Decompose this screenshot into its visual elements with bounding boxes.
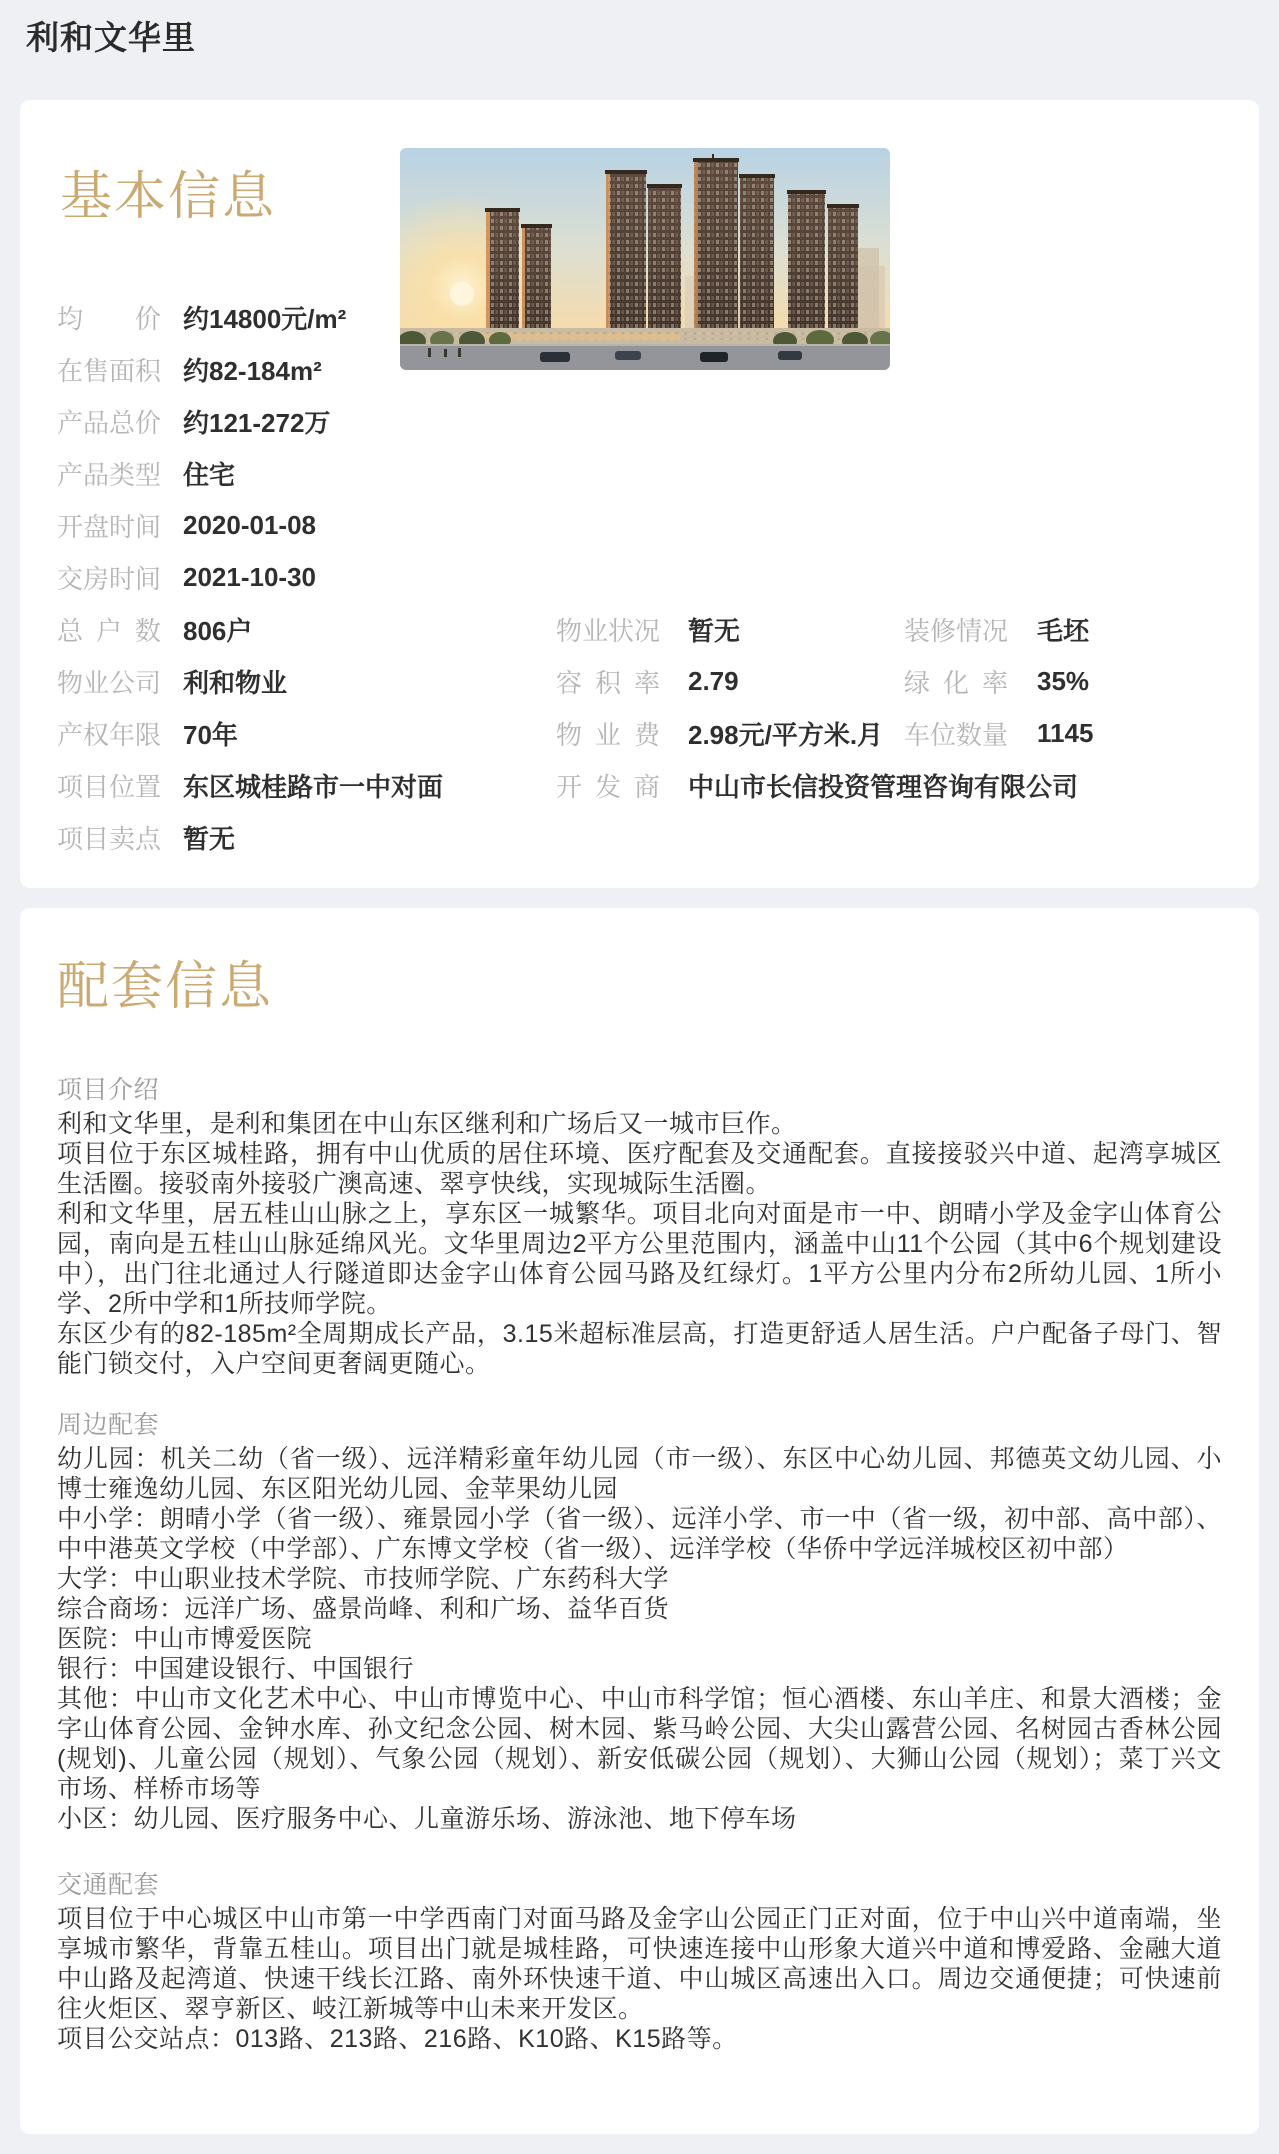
nearby-list xyxy=(57,1444,1222,1834)
field-label: 物 业 状 况 xyxy=(556,615,661,646)
basic-info-left-fields xyxy=(57,291,443,863)
field-label: 在 售 面 积 xyxy=(57,355,162,386)
basic-info-section-title: 基本信息 xyxy=(60,168,277,226)
field-row-decoration xyxy=(904,603,1093,655)
field-value: 1145 xyxy=(1037,717,1094,748)
field-row-product-type xyxy=(57,447,443,499)
intro-heading: 项目介绍 xyxy=(57,1076,160,1104)
field-value: 毛坯 xyxy=(1037,615,1090,646)
nearby-heading: 周边配套 xyxy=(57,1411,160,1439)
property-rendering-image[interactable] xyxy=(400,148,890,370)
field-value: 70年 xyxy=(183,719,238,750)
basic-info-card xyxy=(20,100,1259,888)
field-label: 产 权 年 限 xyxy=(57,719,162,750)
field-label: 绿 化 率 xyxy=(904,667,1008,698)
field-value: 2.79 xyxy=(688,665,739,696)
amenities-section-title: 配套信息 xyxy=(57,958,274,1016)
transport-heading: 交通配套 xyxy=(57,1871,160,1899)
field-row-selling-points xyxy=(57,811,443,863)
nearby-item-schools: 中小学：朗晴小学（省一级）、雍景园小学（省一级）、远洋小学、市一中（省一级，初中部、高中部）、中中港英文学校（中学部）、广东博文学校（省一级）、远洋学校（华侨中学远洋城校区初中部） xyxy=(57,1505,1222,1563)
field-row-greening-rate xyxy=(904,655,1093,707)
field-label: 均 价 xyxy=(57,303,161,334)
nearby-item-others: 其他：中山市文化艺术中心、中山市博览中心、中山市科学馆；恒心酒楼、东山羊庄、和景大酒楼；金字山体育公园、金钟水库、孙文纪念公园、树木园、紫马岭公园、大尖山露营公园、名树园古香林公园(规划)、儿童公园（规划）、气象公园（规划）、新安低碳公园（规划）、大狮山公园（规划）；菜丁兴文市场、样桥市场等 xyxy=(57,1685,1222,1803)
field-row-area-on-sale xyxy=(57,343,443,395)
intro-paragraphs xyxy=(57,1109,1222,1379)
field-label: 项 目 卖 点 xyxy=(57,823,162,854)
field-value: 住宅 xyxy=(183,459,236,490)
field-label: 开 盘 时 间 xyxy=(57,511,162,542)
field-row-opening-date xyxy=(57,499,443,551)
field-value: 约82-184m² xyxy=(183,355,322,386)
nearby-item-malls: 综合商场：远洋广场、盛景尚峰、利和广场、益华百货 xyxy=(57,1595,670,1623)
nearby-item-universities: 大学：中山职业技术学院、市技师学院、广东药科大学 xyxy=(57,1565,670,1593)
basic-info-right-fields xyxy=(904,603,1093,759)
field-label: 总 户 数 xyxy=(57,615,161,646)
intro-paragraph: 项目位于东区城桂路，拥有中山优质的居住环境、医疗配套及交通配套。直接接驳兴中道、起湾享城区生活圈。接驳南外接驳广澳高速、翠亨快线，实现城际生活圈。 xyxy=(57,1140,1222,1198)
field-value: 约121-272万 xyxy=(183,407,331,438)
nearby-item-hospitals: 医院：中山市博爱医院 xyxy=(57,1625,313,1653)
field-value: 35% xyxy=(1037,665,1090,696)
field-row-project-location xyxy=(57,759,443,811)
field-label: 装 修 情 况 xyxy=(904,615,1009,646)
field-label: 产 品 类 型 xyxy=(57,459,162,490)
intro-paragraph: 东区少有的82-185m²全周期成长产品，3.15米超标准层高，打造更舒适人居生活。户户配备子母门、智能门锁交付，入户空间更奢阔更随心。 xyxy=(57,1320,1222,1378)
field-row-avg-price xyxy=(57,291,443,343)
field-label: 产 品 总 价 xyxy=(57,407,162,438)
field-label: 交 房 时 间 xyxy=(57,563,162,594)
amenities-card xyxy=(20,908,1259,2134)
transport-paragraphs xyxy=(57,1904,1222,2054)
field-row-property-company xyxy=(57,655,443,707)
field-row-total-households xyxy=(57,603,443,655)
nearby-item-community: 小区：幼儿园、医疗服务中心、儿童游乐场、游泳池、地下停车场 xyxy=(57,1805,797,1833)
field-row-delivery-date xyxy=(57,551,443,603)
field-value: 东区城桂路市一中对面 xyxy=(183,771,444,802)
field-row-developer xyxy=(556,759,1078,811)
field-value: 暂无 xyxy=(688,615,741,646)
transport-paragraph-bus-stops: 项目公交站点：013路、213路、216路、K10路、K15路等。 xyxy=(57,2025,738,2053)
field-value: 利和物业 xyxy=(183,667,288,698)
nearby-item-banks: 银行：中国建设银行、中国银行 xyxy=(57,1655,415,1683)
field-value: 暂无 xyxy=(183,823,236,854)
field-label: 物 业 费 xyxy=(556,719,660,750)
field-row-parking-count xyxy=(904,707,1093,759)
field-label: 容 积 率 xyxy=(556,667,660,698)
field-value: 806户 xyxy=(183,615,253,646)
field-row-tenure-years xyxy=(57,707,443,759)
field-value: 2.98元/平方米.月 xyxy=(688,719,884,750)
field-value: 中山市长信投资管理咨询有限公司 xyxy=(688,771,1079,802)
transport-paragraph: 项目位于中心城区中山市第一中学西南门对面马路及金字山公园正门正对面，位于中山兴中道南端，坐享城市繁华，背靠五桂山。项目出门就是城桂路，可快速连接中山形象大道兴中道和博爱路、金融大道中山路及起湾道、快速干线长江路、南外环快速干道、中山城区高速出入口。周边交通便捷；可快速前往火炬区、翠亨新区、岐江新城等中山未来开发区。 xyxy=(57,1905,1222,2023)
field-value: 2020-01-08 xyxy=(183,509,316,540)
field-value: 约14800元/m² xyxy=(183,303,347,334)
field-label: 物 业 公 司 xyxy=(57,667,162,698)
nearby-item-kindergartens: 幼儿园：机关二幼（省一级）、远洋精彩童年幼儿园（市一级）、东区中心幼儿园、邦德英文幼儿园、小博士雍逸幼儿园、东区阳光幼儿园、金苹果幼儿园 xyxy=(57,1445,1222,1503)
building-illustration xyxy=(400,148,890,370)
intro-paragraph: 利和文华里，是利和集团在中山东区继利和广场后又一城市巨作。 xyxy=(57,1110,797,1138)
intro-paragraph: 利和文华里，居五桂山山脉之上，享东区一城繁华。项目北向对面是市一中、朗晴小学及金字山体育公园，南向是五桂山山脉延绵风光。文华里周边2平方公里范围内，涵盖中山11个公园（其中6个规划建设中），出门往北通过人行隧道即达金字山体育公园马路及红绿灯。1平方公里内分布2所幼儿园、1所小学、2所中学和1所技师学院。 xyxy=(57,1200,1222,1318)
page-title: 利和文华里 xyxy=(26,19,196,56)
field-label: 车 位 数 量 xyxy=(904,719,1009,750)
field-row-total-price xyxy=(57,395,443,447)
field-value: 2021-10-30 xyxy=(183,561,316,592)
field-label: 开 发 商 xyxy=(556,771,660,802)
field-label: 项 目 位 置 xyxy=(57,771,162,802)
